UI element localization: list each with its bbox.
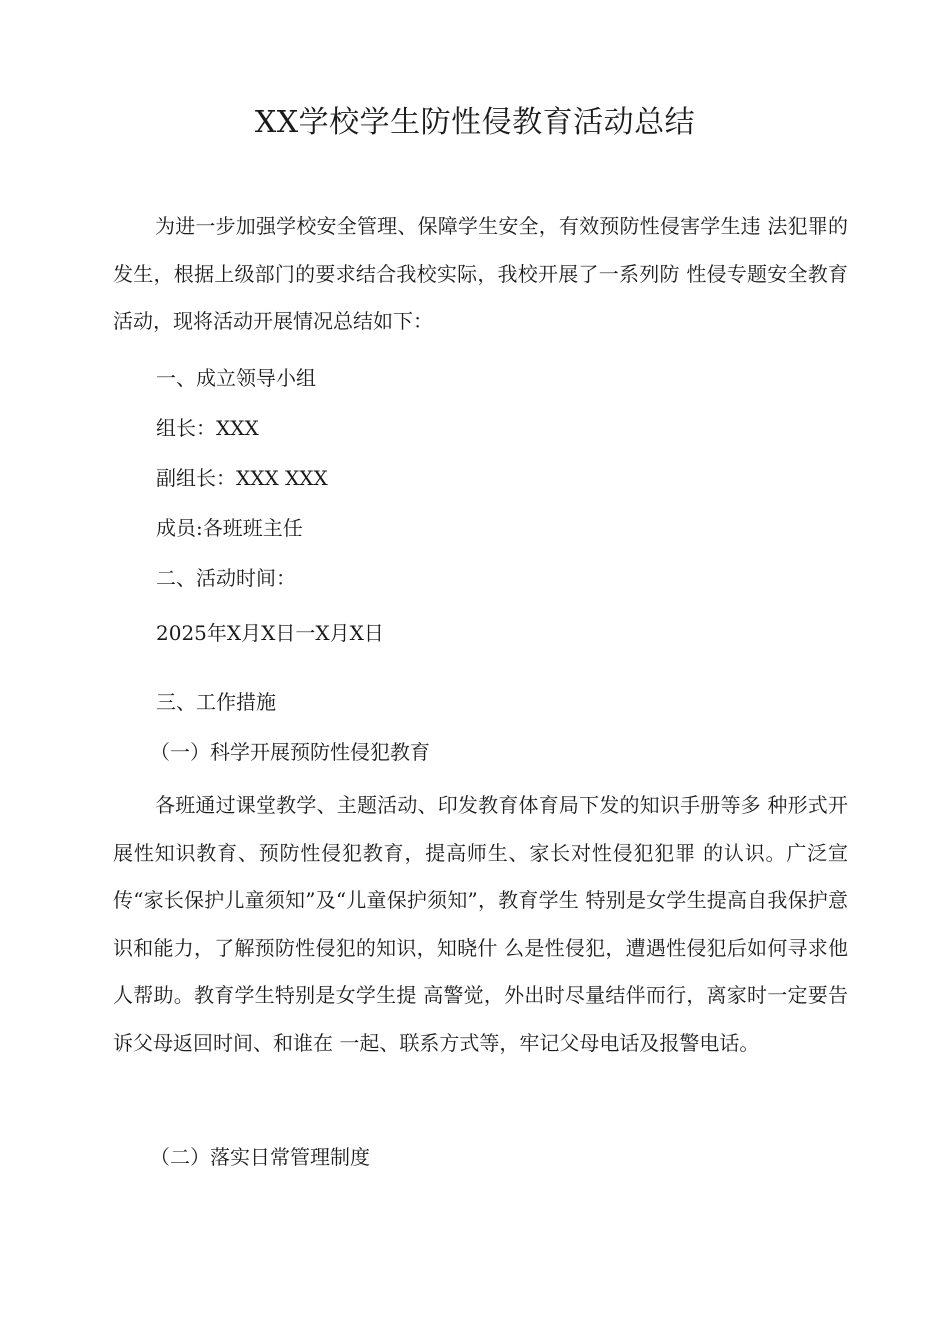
subsection-heading-management: （二）落实日常管理制度 — [150, 1145, 370, 1169]
members-line: 成员:各班班主任 — [156, 516, 303, 540]
section-heading-leadership: 一、成立领导小组 — [156, 366, 316, 390]
education-paragraph: 各班通过课堂教学、主题活动、印发教育体育局下发的知识手册等多 种形式开展性知识教育、预防性侵犯教育，提高师生、家长对性侵犯犯罪 的认识。广泛宣传“家长保护儿童须知”及“儿童保护须知”，教育学生 特别是女学生提高自我保护意识和能力，了解预防性侵犯的知识，知晓什 么是性侵犯，遭遇性侵犯后如何寻求他人帮助。教育学生特别是女学生提 高警觉，外出时尽量结伴而行，离家时一定要告诉父母返回时间、和谁在 一起、联系方式等，牢记父母电话及报警电话。 — [113, 793, 848, 1055]
section-heading-time: 二、活动时间： — [156, 566, 296, 590]
intro-paragraph: 为进一步加强学校安全管理、保障学生安全，有效预防性侵害学生违 法犯罪的发生，根据上级部门的要求结合我校实际，我校开展了一系列防 性侵专题安全教育活动，现将活动开展情况总结如下： — [113, 214, 848, 334]
deputy-leader-line: 副组长：XXX XXX — [156, 466, 328, 490]
leader-line: 组长：XXX — [156, 416, 259, 440]
section-heading-measures: 三、工作措施 — [156, 690, 276, 714]
document-title: XX学校学生防性侵教育活动总结 — [254, 105, 696, 140]
activity-time-line: 2025年X月X日一X月X日 — [156, 621, 384, 645]
subsection-heading-education: （一）科学开展预防性侵犯教育 — [150, 740, 430, 764]
